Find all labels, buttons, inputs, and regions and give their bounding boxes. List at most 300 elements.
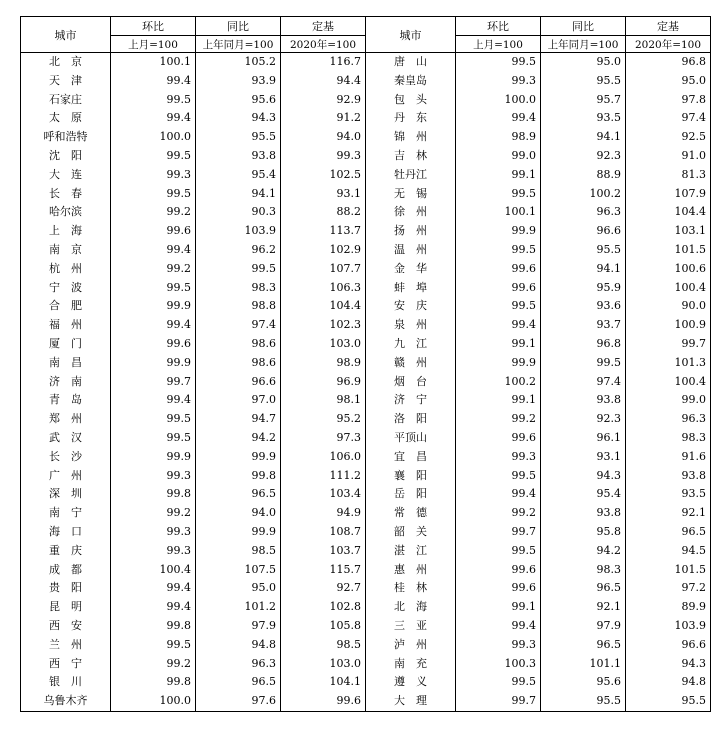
right-fixed-cell: 90.0 <box>626 297 711 316</box>
right-fixed-cell: 100.4 <box>626 279 711 298</box>
left-city-cell: 重 庆 <box>21 542 111 561</box>
left-fixed-cell: 111.2 <box>281 467 366 486</box>
right-city-cell: 蚌 埠 <box>366 279 456 298</box>
left-fixed-cell: 98.1 <box>281 391 366 410</box>
right-fixed-cell: 94.3 <box>626 655 711 674</box>
right-city-cell: 丹 东 <box>366 109 456 128</box>
right-mom-cell: 99.9 <box>456 222 541 241</box>
left-yoy-cell: 94.0 <box>196 504 281 523</box>
right-mom-cell: 99.5 <box>456 297 541 316</box>
table-row <box>21 636 711 655</box>
left-mom-cell: 99.5 <box>111 410 196 429</box>
right-city-cell: 唐 山 <box>366 53 456 72</box>
table-row <box>21 448 711 467</box>
price-index-table <box>20 16 711 712</box>
header-fixed-right: 定基 <box>626 17 711 36</box>
right-city-cell: 九 江 <box>366 335 456 354</box>
right-city-cell: 徐 州 <box>366 203 456 222</box>
right-mom-cell: 100.0 <box>456 91 541 110</box>
right-city-cell: 襄 阳 <box>366 467 456 486</box>
right-mom-cell: 99.6 <box>456 279 541 298</box>
right-city-cell: 岳 阳 <box>366 485 456 504</box>
right-city-cell: 宜 昌 <box>366 448 456 467</box>
left-yoy-cell: 96.5 <box>196 673 281 692</box>
table-row <box>21 410 711 429</box>
left-city-cell: 南 京 <box>21 241 111 260</box>
left-city-cell: 杭 州 <box>21 260 111 279</box>
table-row <box>21 72 711 91</box>
left-fixed-cell: 94.0 <box>281 128 366 147</box>
left-mom-cell: 99.3 <box>111 523 196 542</box>
left-fixed-cell: 94.4 <box>281 72 366 91</box>
left-mom-cell: 99.9 <box>111 354 196 373</box>
table-row <box>21 523 711 542</box>
right-fixed-cell: 100.6 <box>626 260 711 279</box>
left-mom-cell: 99.4 <box>111 579 196 598</box>
left-fixed-cell: 102.5 <box>281 166 366 185</box>
right-mom-cell: 99.4 <box>456 316 541 335</box>
header-city-right: 城市 <box>366 17 456 53</box>
right-city-cell: 秦皇岛 <box>366 72 456 91</box>
left-city-cell: 呼和浩特 <box>21 128 111 147</box>
right-mom-cell: 99.4 <box>456 109 541 128</box>
left-yoy-cell: 94.2 <box>196 429 281 448</box>
table-row <box>21 655 711 674</box>
left-mom-cell: 99.8 <box>111 617 196 636</box>
left-mom-cell: 99.5 <box>111 147 196 166</box>
left-city-cell: 太 原 <box>21 109 111 128</box>
left-yoy-cell: 98.3 <box>196 279 281 298</box>
left-fixed-cell: 102.3 <box>281 316 366 335</box>
left-mom-cell: 99.3 <box>111 166 196 185</box>
left-city-cell: 兰 州 <box>21 636 111 655</box>
left-mom-cell: 99.8 <box>111 485 196 504</box>
left-fixed-cell: 106.3 <box>281 279 366 298</box>
right-mom-cell: 99.7 <box>456 692 541 711</box>
left-yoy-cell: 97.6 <box>196 692 281 711</box>
right-yoy-cell: 96.1 <box>541 429 626 448</box>
right-city-cell: 吉 林 <box>366 147 456 166</box>
left-yoy-cell: 93.8 <box>196 147 281 166</box>
right-mom-cell: 99.9 <box>456 354 541 373</box>
left-city-cell: 青 岛 <box>21 391 111 410</box>
left-city-cell: 广 州 <box>21 467 111 486</box>
right-mom-cell: 99.5 <box>456 53 541 72</box>
right-fixed-cell: 101.5 <box>626 241 711 260</box>
left-mom-cell: 99.3 <box>111 467 196 486</box>
left-city-cell: 长 春 <box>21 185 111 204</box>
left-city-cell: 贵 阳 <box>21 579 111 598</box>
right-fixed-cell: 92.1 <box>626 504 711 523</box>
left-yoy-cell: 96.5 <box>196 485 281 504</box>
right-city-cell: 温 州 <box>366 241 456 260</box>
right-yoy-cell: 94.1 <box>541 260 626 279</box>
left-yoy-cell: 96.3 <box>196 655 281 674</box>
left-fixed-cell: 92.9 <box>281 91 366 110</box>
left-city-cell: 海 口 <box>21 523 111 542</box>
right-yoy-cell: 96.6 <box>541 222 626 241</box>
right-yoy-cell: 95.9 <box>541 279 626 298</box>
header-yoy-base-left: 上年同月=100 <box>196 36 281 53</box>
right-city-cell: 三 亚 <box>366 617 456 636</box>
right-city-cell: 大 理 <box>366 692 456 711</box>
right-fixed-cell: 96.8 <box>626 53 711 72</box>
left-yoy-cell: 98.8 <box>196 297 281 316</box>
table-row <box>21 467 711 486</box>
left-city-cell: 厦 门 <box>21 335 111 354</box>
left-city-cell: 南 昌 <box>21 354 111 373</box>
right-yoy-cell: 95.6 <box>541 673 626 692</box>
right-yoy-cell: 100.2 <box>541 185 626 204</box>
right-fixed-cell: 92.5 <box>626 128 711 147</box>
right-mom-cell: 99.1 <box>456 391 541 410</box>
left-yoy-cell: 107.5 <box>196 561 281 580</box>
header-mom-base-right: 上月=100 <box>456 36 541 53</box>
right-fixed-cell: 97.8 <box>626 91 711 110</box>
left-mom-cell: 100.1 <box>111 53 196 72</box>
left-mom-cell: 99.5 <box>111 185 196 204</box>
right-city-cell: 牡丹江 <box>366 166 456 185</box>
left-fixed-cell: 91.2 <box>281 109 366 128</box>
left-fixed-cell: 99.3 <box>281 147 366 166</box>
left-mom-cell: 99.6 <box>111 335 196 354</box>
right-yoy-cell: 97.9 <box>541 617 626 636</box>
left-city-cell: 大 连 <box>21 166 111 185</box>
left-yoy-cell: 95.6 <box>196 91 281 110</box>
left-yoy-cell: 95.4 <box>196 166 281 185</box>
left-mom-cell: 100.0 <box>111 128 196 147</box>
right-city-cell: 遵 义 <box>366 673 456 692</box>
left-city-cell: 天 津 <box>21 72 111 91</box>
header-mom-right: 环比 <box>456 17 541 36</box>
right-yoy-cell: 95.7 <box>541 91 626 110</box>
right-city-cell: 泸 州 <box>366 636 456 655</box>
right-yoy-cell: 95.5 <box>541 72 626 91</box>
left-yoy-cell: 97.0 <box>196 391 281 410</box>
left-fixed-cell: 104.1 <box>281 673 366 692</box>
left-fixed-cell: 115.7 <box>281 561 366 580</box>
table-row <box>21 429 711 448</box>
right-yoy-cell: 95.5 <box>541 241 626 260</box>
table-row <box>21 185 711 204</box>
right-yoy-cell: 88.9 <box>541 166 626 185</box>
left-city-cell: 石家庄 <box>21 91 111 110</box>
table-row <box>21 335 711 354</box>
price-index-table-container <box>20 16 706 712</box>
right-yoy-cell: 92.1 <box>541 598 626 617</box>
table-body <box>21 53 711 712</box>
right-fixed-cell: 107.9 <box>626 185 711 204</box>
table-row <box>21 692 711 711</box>
left-fixed-cell: 88.2 <box>281 203 366 222</box>
right-fixed-cell: 99.7 <box>626 335 711 354</box>
left-fixed-cell: 108.7 <box>281 523 366 542</box>
table-row <box>21 316 711 335</box>
header-yoy-base-right: 上年同月=100 <box>541 36 626 53</box>
right-fixed-cell: 95.0 <box>626 72 711 91</box>
table-row <box>21 166 711 185</box>
table-row <box>21 203 711 222</box>
header-mom-left: 环比 <box>111 17 196 36</box>
right-yoy-cell: 92.3 <box>541 147 626 166</box>
right-city-cell: 平顶山 <box>366 429 456 448</box>
left-yoy-cell: 99.9 <box>196 523 281 542</box>
right-yoy-cell: 96.5 <box>541 579 626 598</box>
left-mom-cell: 100.0 <box>111 692 196 711</box>
left-mom-cell: 99.9 <box>111 448 196 467</box>
left-mom-cell: 99.4 <box>111 598 196 617</box>
right-fixed-cell: 98.3 <box>626 429 711 448</box>
right-mom-cell: 99.3 <box>456 72 541 91</box>
left-mom-cell: 100.4 <box>111 561 196 580</box>
right-mom-cell: 99.3 <box>456 636 541 655</box>
right-yoy-cell: 93.8 <box>541 504 626 523</box>
left-fixed-cell: 94.9 <box>281 504 366 523</box>
right-city-cell: 锦 州 <box>366 128 456 147</box>
left-yoy-cell: 98.6 <box>196 354 281 373</box>
right-city-cell: 包 头 <box>366 91 456 110</box>
left-mom-cell: 99.8 <box>111 673 196 692</box>
left-city-cell: 郑 州 <box>21 410 111 429</box>
left-fixed-cell: 93.1 <box>281 185 366 204</box>
left-yoy-cell: 94.3 <box>196 109 281 128</box>
right-city-cell: 烟 台 <box>366 373 456 392</box>
left-yoy-cell: 90.3 <box>196 203 281 222</box>
left-yoy-cell: 105.2 <box>196 53 281 72</box>
right-mom-cell: 99.2 <box>456 504 541 523</box>
right-city-cell: 北 海 <box>366 598 456 617</box>
left-yoy-cell: 98.6 <box>196 335 281 354</box>
table-row <box>21 391 711 410</box>
left-fixed-cell: 103.7 <box>281 542 366 561</box>
right-yoy-cell: 96.5 <box>541 636 626 655</box>
table-row <box>21 561 711 580</box>
right-fixed-cell: 94.5 <box>626 542 711 561</box>
right-mom-cell: 99.2 <box>456 410 541 429</box>
left-mom-cell: 99.5 <box>111 91 196 110</box>
right-fixed-cell: 100.4 <box>626 373 711 392</box>
left-city-cell: 乌鲁木齐 <box>21 692 111 711</box>
left-city-cell: 沈 阳 <box>21 147 111 166</box>
left-fixed-cell: 92.7 <box>281 579 366 598</box>
left-city-cell: 武 汉 <box>21 429 111 448</box>
left-fixed-cell: 102.8 <box>281 598 366 617</box>
left-yoy-cell: 94.7 <box>196 410 281 429</box>
left-yoy-cell: 99.8 <box>196 467 281 486</box>
left-mom-cell: 99.7 <box>111 373 196 392</box>
right-mom-cell: 99.1 <box>456 166 541 185</box>
right-mom-cell: 99.5 <box>456 467 541 486</box>
table-row <box>21 542 711 561</box>
right-yoy-cell: 97.4 <box>541 373 626 392</box>
right-city-cell: 韶 关 <box>366 523 456 542</box>
right-yoy-cell: 94.1 <box>541 128 626 147</box>
left-mom-cell: 99.4 <box>111 241 196 260</box>
right-fixed-cell: 91.6 <box>626 448 711 467</box>
left-city-cell: 南 宁 <box>21 504 111 523</box>
right-mom-cell: 99.1 <box>456 598 541 617</box>
left-yoy-cell: 96.2 <box>196 241 281 260</box>
right-yoy-cell: 92.3 <box>541 410 626 429</box>
left-city-cell: 宁 波 <box>21 279 111 298</box>
table-row <box>21 354 711 373</box>
table-row <box>21 373 711 392</box>
right-mom-cell: 99.1 <box>456 335 541 354</box>
table-row <box>21 485 711 504</box>
right-fixed-cell: 89.9 <box>626 598 711 617</box>
left-fixed-cell: 116.7 <box>281 53 366 72</box>
left-yoy-cell: 95.0 <box>196 579 281 598</box>
right-city-cell: 南 充 <box>366 655 456 674</box>
right-city-cell: 常 德 <box>366 504 456 523</box>
left-mom-cell: 99.2 <box>111 504 196 523</box>
left-city-cell: 合 肥 <box>21 297 111 316</box>
right-fixed-cell: 103.1 <box>626 222 711 241</box>
left-city-cell: 上 海 <box>21 222 111 241</box>
left-fixed-cell: 98.9 <box>281 354 366 373</box>
right-yoy-cell: 95.4 <box>541 485 626 504</box>
right-mom-cell: 99.4 <box>456 617 541 636</box>
left-fixed-cell: 106.0 <box>281 448 366 467</box>
right-mom-cell: 98.9 <box>456 128 541 147</box>
left-yoy-cell: 101.2 <box>196 598 281 617</box>
left-mom-cell: 99.2 <box>111 655 196 674</box>
left-mom-cell: 99.2 <box>111 203 196 222</box>
right-yoy-cell: 98.3 <box>541 561 626 580</box>
left-yoy-cell: 95.5 <box>196 128 281 147</box>
table-row <box>21 504 711 523</box>
right-mom-cell: 100.2 <box>456 373 541 392</box>
left-fixed-cell: 95.2 <box>281 410 366 429</box>
left-yoy-cell: 99.5 <box>196 260 281 279</box>
right-mom-cell: 100.3 <box>456 655 541 674</box>
right-city-cell: 洛 阳 <box>366 410 456 429</box>
right-yoy-cell: 101.1 <box>541 655 626 674</box>
right-fixed-cell: 81.3 <box>626 166 711 185</box>
left-mom-cell: 99.4 <box>111 316 196 335</box>
right-fixed-cell: 99.0 <box>626 391 711 410</box>
left-fixed-cell: 105.8 <box>281 617 366 636</box>
right-fixed-cell: 91.0 <box>626 147 711 166</box>
left-fixed-cell: 103.0 <box>281 655 366 674</box>
left-fixed-cell: 99.6 <box>281 692 366 711</box>
left-fixed-cell: 102.9 <box>281 241 366 260</box>
table-row <box>21 128 711 147</box>
left-mom-cell: 99.5 <box>111 636 196 655</box>
right-city-cell: 济 宁 <box>366 391 456 410</box>
left-city-cell: 福 州 <box>21 316 111 335</box>
left-yoy-cell: 99.9 <box>196 448 281 467</box>
left-mom-cell: 99.3 <box>111 542 196 561</box>
right-mom-cell: 99.5 <box>456 542 541 561</box>
table-row <box>21 222 711 241</box>
right-yoy-cell: 96.8 <box>541 335 626 354</box>
right-fixed-cell: 93.5 <box>626 485 711 504</box>
right-mom-cell: 100.1 <box>456 203 541 222</box>
header-yoy-right: 同比 <box>541 17 626 36</box>
right-mom-cell: 99.6 <box>456 579 541 598</box>
right-mom-cell: 99.6 <box>456 429 541 448</box>
left-yoy-cell: 98.5 <box>196 542 281 561</box>
left-city-cell: 西 宁 <box>21 655 111 674</box>
right-fixed-cell: 94.8 <box>626 673 711 692</box>
right-city-cell: 安 庆 <box>366 297 456 316</box>
right-mom-cell: 99.3 <box>456 448 541 467</box>
right-city-cell: 泉 州 <box>366 316 456 335</box>
right-fixed-cell: 101.3 <box>626 354 711 373</box>
right-fixed-cell: 96.3 <box>626 410 711 429</box>
table-row <box>21 109 711 128</box>
right-yoy-cell: 95.0 <box>541 53 626 72</box>
right-yoy-cell: 99.5 <box>541 354 626 373</box>
table-row <box>21 241 711 260</box>
header-fixed-base-right: 2020年=100 <box>626 36 711 53</box>
right-fixed-cell: 100.9 <box>626 316 711 335</box>
right-fixed-cell: 104.4 <box>626 203 711 222</box>
left-yoy-cell: 96.6 <box>196 373 281 392</box>
right-yoy-cell: 95.5 <box>541 692 626 711</box>
right-yoy-cell: 94.3 <box>541 467 626 486</box>
left-fixed-cell: 97.3 <box>281 429 366 448</box>
table-row <box>21 279 711 298</box>
left-mom-cell: 99.9 <box>111 297 196 316</box>
left-mom-cell: 99.6 <box>111 222 196 241</box>
right-fixed-cell: 101.5 <box>626 561 711 580</box>
left-yoy-cell: 103.9 <box>196 222 281 241</box>
right-city-cell: 惠 州 <box>366 561 456 580</box>
left-mom-cell: 99.4 <box>111 109 196 128</box>
left-mom-cell: 99.2 <box>111 260 196 279</box>
right-fixed-cell: 96.6 <box>626 636 711 655</box>
right-yoy-cell: 96.3 <box>541 203 626 222</box>
left-yoy-cell: 94.8 <box>196 636 281 655</box>
left-city-cell: 成 都 <box>21 561 111 580</box>
right-city-cell: 金 华 <box>366 260 456 279</box>
left-mom-cell: 99.5 <box>111 429 196 448</box>
left-city-cell: 长 沙 <box>21 448 111 467</box>
right-mom-cell: 99.5 <box>456 673 541 692</box>
right-fixed-cell: 97.2 <box>626 579 711 598</box>
right-city-cell: 桂 林 <box>366 579 456 598</box>
table-row <box>21 53 711 72</box>
right-mom-cell: 99.6 <box>456 561 541 580</box>
right-fixed-cell: 95.5 <box>626 692 711 711</box>
left-yoy-cell: 93.9 <box>196 72 281 91</box>
left-city-cell: 深 圳 <box>21 485 111 504</box>
table-row <box>21 579 711 598</box>
right-city-cell: 无 锡 <box>366 185 456 204</box>
left-fixed-cell: 103.4 <box>281 485 366 504</box>
right-yoy-cell: 93.1 <box>541 448 626 467</box>
left-city-cell: 北 京 <box>21 53 111 72</box>
left-yoy-cell: 94.1 <box>196 185 281 204</box>
header-fixed-base-left: 2020年=100 <box>281 36 366 53</box>
right-yoy-cell: 93.6 <box>541 297 626 316</box>
header-city-left: 城市 <box>21 17 111 53</box>
left-city-cell: 西 安 <box>21 617 111 636</box>
right-yoy-cell: 94.2 <box>541 542 626 561</box>
table-row <box>21 147 711 166</box>
header-fixed-left: 定基 <box>281 17 366 36</box>
right-fixed-cell: 93.8 <box>626 467 711 486</box>
left-yoy-cell: 97.9 <box>196 617 281 636</box>
left-yoy-cell: 97.4 <box>196 316 281 335</box>
right-mom-cell: 99.6 <box>456 260 541 279</box>
right-mom-cell: 99.7 <box>456 523 541 542</box>
left-fixed-cell: 107.7 <box>281 260 366 279</box>
right-city-cell: 湛 江 <box>366 542 456 561</box>
left-fixed-cell: 104.4 <box>281 297 366 316</box>
